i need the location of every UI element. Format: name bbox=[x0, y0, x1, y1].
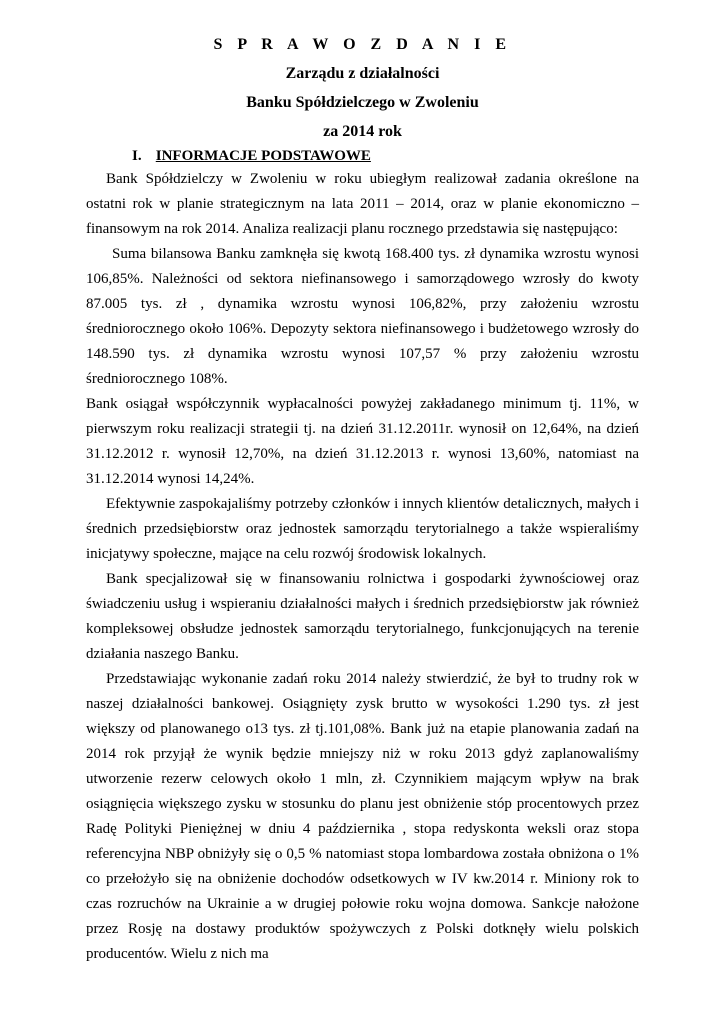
section-heading bbox=[132, 145, 639, 167]
report-subtitle: Zarządu z działalności bbox=[285, 65, 440, 82]
paragraph-solvency: Bank osiągał współczynnik wypłacalności powyżej zakładanego minimum tj. 11%, w pierwszym roku realizacji strategii tj. na dzień 31.12.2011r. wynosił on 12,64%, na dzień 31.12.2012 r. wynosił 12,70%, na dzień 31.12.2013 r. wynosi 13,60%, natomiast na 31.12.2014 wynosi 14,24%. bbox=[86, 396, 639, 487]
paragraph-clients: Efektywnie zaspokajaliśmy potrzeby członków i innych klientów detalicznych, małych i średnich przedsiębiorstw oraz jednostek samorządu terytorialnego a także wspieraliśmy inicjatywy społeczne, mające na celu rozwój środowisk lokalnych. bbox=[86, 496, 639, 562]
report-year: za 2014 rok bbox=[323, 123, 402, 140]
paragraph-results: Przedstawiając wykonanie zadań roku 2014 należy stwierdzić, że był to trudny rok w naszej działalności bankowej. Osiągnięty zysk brutto w wysokości 1.290 tys. zł jest większy od planowanego o13 tys. zł tj.101,08%. Bank już na etapie planowania zadań na 2014 rok przyjął że wynik będzie mniejszy niż w roku 2013 gdyż zaplanowaliśmy utworzenie rezerw celowych około 1 mln, zł. Czynnikiem mającym wpływ na brak osiągnięcia większego zysku w stosunku do planu jest obniżenie stóp procentowych przez Radę Polityki Pieniężnej w dniu 4 października , stopa redyskonta weksli oraz stopa referencyjna NBP obniżyły się o 0,5 % natomiast stopa lombardowa została obniżona o 1% co przełożyło się na obniżenie dochodów odsetkowych w IV kw.2014 r. Miniony rok to czas rozruchów na Ukrainie a w drugiej połowie roku wojna domowa. Sankcje nałożone przez Rosję na dostawy produktów spożywczych z Polski dotknęły wielu polskich producentów. Wielu z nich ma bbox=[86, 671, 639, 962]
title-block bbox=[86, 34, 639, 143]
section-number: I. bbox=[132, 148, 142, 164]
paragraph-balance: Suma bilansowa Banku zamknęła się kwotą 168.400 tys. zł dynamika wzrostu wynosi 106,85%. Należności od sektora niefinansowego i samorządowego wzrosły do kwoty 87.005 tys. zł , dynamika wzrostu wynosi 106,82%, przy założeniu wzrostu średniorocznego około 106%. Depozyty sektora niefinansowego i budżetowego wzrosły do 148.590 tys. zł dynamika wzrostu wynosi 107,57 % przy założeniu wzrostu średniorocznego 108%. bbox=[86, 246, 639, 387]
paragraph-specialization: Bank specjalizował się w finansowaniu rolnictwa i gospodarki żywnościowej oraz świadczeniu usług i wspieraniu działalności małych i średnich przedsiębiorstw jak również kompleksowej obsłudze jednostek samorządu terytorialnego, funkcjonujących na terenie działania naszego Banku. bbox=[86, 571, 639, 662]
paragraph-intro: Bank Spółdzielczy w Zwoleniu w roku ubiegłym realizował zadania określone na ostatni rok w planie strategicznym na lata 2011 – 2014, oraz w planie ekonomiczno – finansowym na rok 2014. Analiza realizacji planu rocznego przedstawia się następująco: bbox=[86, 171, 639, 237]
section-title: INFORMACJE PODSTAWOWE bbox=[155, 148, 371, 164]
report-title: S P R A W O Z D A N I E bbox=[213, 36, 512, 53]
bank-name: Banku Spółdzielczego w Zwoleniu bbox=[246, 94, 479, 111]
